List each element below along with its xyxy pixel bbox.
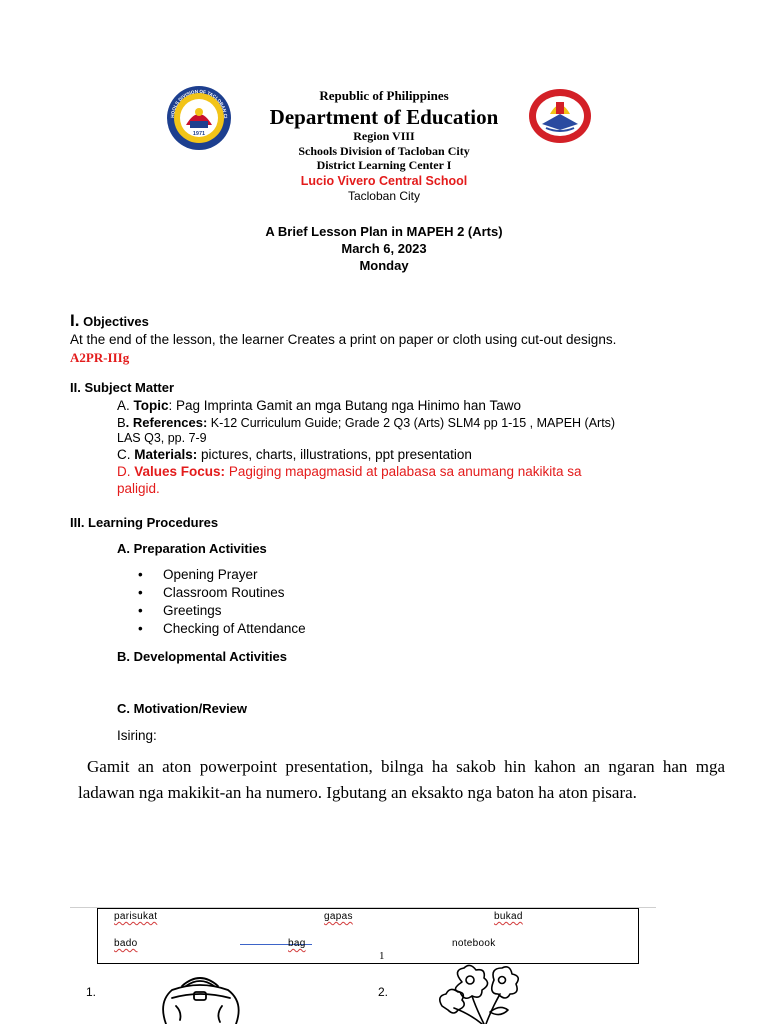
motivation-paragraph bbox=[78, 754, 725, 805]
word-box-word: bado bbox=[114, 938, 138, 949]
values-focus-value: Pagiging mapagmasid at palabasa sa anumang nakikita sa bbox=[225, 464, 582, 479]
motivation-label: Isiring: bbox=[117, 728, 157, 743]
motivation-heading: C. Motivation/Review bbox=[117, 701, 248, 716]
references-label: . References: bbox=[125, 415, 208, 430]
lesson-date: March 6, 2023 bbox=[341, 241, 427, 256]
page-number: 1 bbox=[379, 950, 385, 962]
preparation-list bbox=[117, 566, 306, 638]
topic-letter: A. bbox=[117, 398, 134, 413]
list-item: • Classroom Routines bbox=[117, 584, 306, 602]
developmental-heading: B. Developmental Activities bbox=[117, 649, 288, 664]
word-box-word: parisukat bbox=[114, 911, 158, 922]
header-city: Tacloban City bbox=[347, 189, 421, 203]
svg-text:1971: 1971 bbox=[192, 131, 206, 137]
motivation-paragraph-text: Gamit an aton powerpoint presentation, bilnga ha sakob hin kahon an ngaran han mga ladawan nga makikit-an ha numero. Igbutang an eksakto nga baton ha aton pisara. bbox=[78, 757, 725, 802]
topic-line bbox=[117, 398, 521, 413]
word-box-word: gapas bbox=[324, 911, 353, 922]
item-number: 1. bbox=[86, 985, 97, 999]
header-republic: Republic of Philippines bbox=[319, 88, 449, 103]
word-box-word: notebook bbox=[452, 938, 496, 949]
list-item: • Greetings bbox=[117, 602, 306, 620]
topic-value: : Pag Imprinta Gamit an mga Butang nga Hinimo han Tawo bbox=[168, 398, 521, 413]
references-value: K-12 Curriculum Guide; Grade 2 Q3 (Arts) SLM4 pp 1-15 , MAPEH (Arts) bbox=[207, 416, 616, 430]
references-letter: B bbox=[117, 415, 126, 430]
word-box bbox=[97, 908, 639, 964]
procedures-heading: III. Learning Procedures bbox=[70, 515, 219, 530]
lesson-day: Monday bbox=[359, 258, 409, 273]
header-school: Lucio Vivero Central School bbox=[300, 174, 468, 188]
flowers-drawing-icon bbox=[432, 962, 528, 1024]
preparation-heading: A. Preparation Activities bbox=[117, 541, 267, 556]
objectives-heading-text: Objectives bbox=[83, 314, 149, 329]
word-box-word: bukad bbox=[494, 911, 523, 922]
lesson-title: A Brief Lesson Plan in MAPEH 2 (Arts) bbox=[265, 224, 503, 239]
materials-line bbox=[117, 447, 472, 462]
word-box-word: bag bbox=[288, 938, 306, 949]
materials-value: pictures, charts, illustrations, ppt presentation bbox=[197, 447, 472, 462]
list-item: • Checking of Attendance bbox=[117, 620, 306, 638]
header-division: Schools Division of Tacloban City bbox=[298, 144, 470, 158]
subject-matter-heading: II. Subject Matter bbox=[70, 380, 175, 395]
header-department: Department of Education bbox=[269, 105, 499, 129]
competency-code: A2PR-IIIg bbox=[70, 350, 130, 365]
header-district: District Learning Center I bbox=[316, 158, 452, 172]
header-region: Region VIII bbox=[353, 129, 415, 143]
objectives-numeral: I. bbox=[70, 311, 80, 330]
values-focus-label: Values Focus: bbox=[134, 464, 226, 479]
references-line-2: LAS Q3, pp. 7-9 bbox=[117, 431, 207, 445]
item-number: 2. bbox=[378, 985, 389, 999]
references-line bbox=[117, 415, 615, 430]
values-focus-letter: D. bbox=[117, 464, 135, 479]
objectives-heading bbox=[70, 311, 149, 331]
handbag-drawing-icon bbox=[152, 968, 248, 1024]
topic-label: Topic bbox=[133, 398, 169, 413]
materials-letter: C. bbox=[117, 447, 135, 462]
svg-text:SCHOOLS DIVISION OF TACLOBAN C: HOOLS DIVISION OF TACLOBAN CI bbox=[169, 88, 229, 119]
values-focus-line-2: paligid. bbox=[117, 481, 160, 496]
materials-label: Materials: bbox=[134, 447, 198, 462]
values-focus-line bbox=[117, 464, 582, 479]
list-item: • Opening Prayer bbox=[117, 566, 306, 584]
objectives-text: At the end of the lesson, the learner Creates a print on paper or cloth using cut-out designs. bbox=[70, 332, 617, 347]
